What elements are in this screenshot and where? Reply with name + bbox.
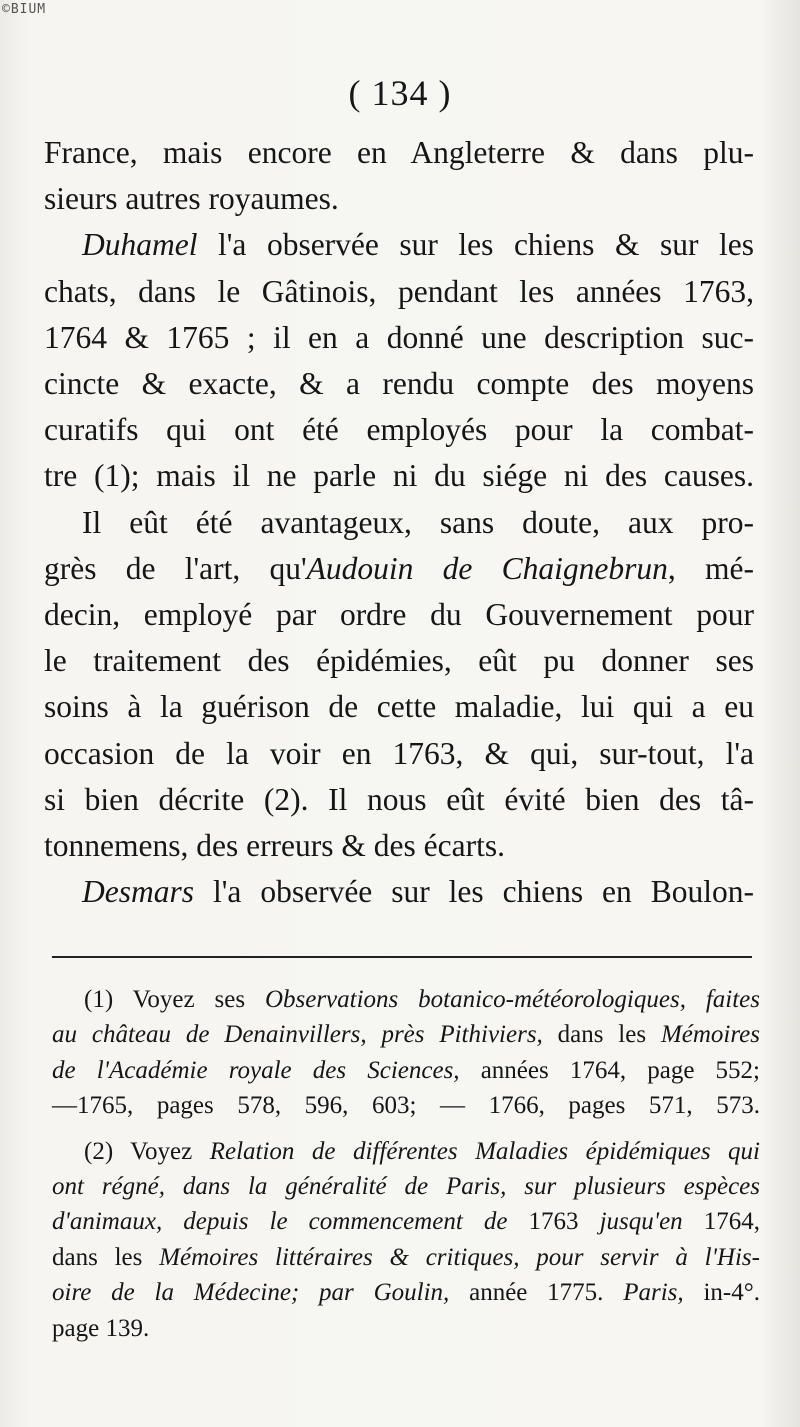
text-line: 1764 & 1765 ; il en a donné une description suc- — [44, 319, 754, 355]
title-italic: Mémoires littéraires & critiques, pour servir à l'His- — [159, 1243, 760, 1271]
text-span: (2) Voyez — [84, 1137, 210, 1165]
text-line: si bien décrite (2). Il nous eût évité bien des tâ- — [44, 781, 754, 817]
title-italic: ont régné, dans la généralité de Paris, sur plusieurs espèces — [52, 1173, 760, 1201]
text-line: France, mais encore en Angleterre & dans plu- — [44, 135, 754, 170]
title-italic: d'animaux, depuis le commencement de — [52, 1208, 508, 1236]
author-name: Duhamel — [82, 227, 198, 263]
text-line: le traitement des épidémies, eût pu donner ses — [44, 643, 754, 679]
title-italic: Paris, — [623, 1279, 684, 1307]
footnote-line — [52, 1134, 760, 1169]
text-line: soins à la guérison de cette maladie, lui qui a eu — [44, 689, 754, 725]
text-line — [44, 546, 754, 592]
footnote-line — [52, 1240, 760, 1275]
text-line: sieurs autres royaumes. — [44, 181, 339, 217]
text-line — [44, 222, 754, 268]
text-span: dans les — [52, 1243, 160, 1271]
title-italic: Relation de différentes Maladies épidémiques qui — [209, 1137, 760, 1165]
author-name: Desmars — [82, 874, 195, 910]
footnote-line — [52, 982, 760, 1017]
title-italic: Mémoires — [660, 1021, 760, 1049]
body-text — [44, 130, 754, 915]
text-line: Il eût été avantageux, sans doute, aux pro- — [82, 504, 754, 540]
footnote-line: —1765, pages 578, 596, 603; — 1766, pages 571, 573. — [52, 1092, 760, 1120]
footnote-line — [52, 1053, 760, 1088]
title-italic: Observations botanico-météorologiques, faites — [264, 986, 760, 1013]
text-span: , mé- — [667, 550, 754, 586]
text-line: cincte & exacte, & a rendu compte des moyens — [44, 366, 754, 402]
text-span: (1) Voyez ses — [84, 986, 265, 1013]
text-span: dans les — [542, 1021, 661, 1049]
text-line: tonnemens, des erreurs & des écarts. — [44, 828, 505, 864]
watermark: ©BIUM — [2, 2, 47, 17]
text-line: chats, dans le Gâtinois, pendant les années 1763, — [44, 273, 754, 309]
text-span: année 1775. — [449, 1279, 624, 1307]
page-number: ( 134 ) — [348, 73, 452, 113]
text-line: occasion de la voir en 1763, & qui, sur-tout, l'a — [44, 735, 754, 771]
text-line: decin, employé par ordre du Gouvernement pour — [44, 597, 754, 633]
footnote-line — [52, 1204, 760, 1239]
footnote-divider — [52, 956, 752, 958]
text-span: 1763 — [507, 1208, 600, 1236]
text-span: l'a observée sur les chiens en Boulon- — [194, 874, 754, 910]
text-span: in-4°. — [683, 1279, 760, 1307]
title-italic: oire de la Médecine; par Goulin, — [52, 1279, 450, 1307]
text-span: l'a observée sur les chiens & sur les — [197, 227, 754, 263]
title-italic: de l'Académie royale des Sciences, — [52, 1056, 460, 1084]
text-line: tre (1); mais il ne parle ni du siége ni des causes. — [44, 458, 754, 494]
footnote-gap — [52, 1124, 760, 1134]
text-span: grès de l'art, qu' — [44, 550, 307, 586]
footnote-line — [52, 1169, 760, 1204]
footnote-line: page 139. — [52, 1314, 150, 1342]
title-italic: au château de Denainvillers, près Pithiviers, — [52, 1021, 543, 1049]
text-line — [44, 869, 754, 915]
author-name: Audouin de Chaignebrun — [306, 550, 668, 586]
text-span: 1764, — [682, 1208, 760, 1236]
footnote-line — [52, 1275, 760, 1310]
text-span: années 1764, page 552; — [459, 1056, 760, 1084]
footnote-line — [52, 1017, 760, 1052]
footnotes — [52, 982, 760, 1346]
title-italic: jusqu'en — [599, 1208, 683, 1236]
text-line: curatifs qui ont été employés pour la combat- — [44, 412, 754, 448]
